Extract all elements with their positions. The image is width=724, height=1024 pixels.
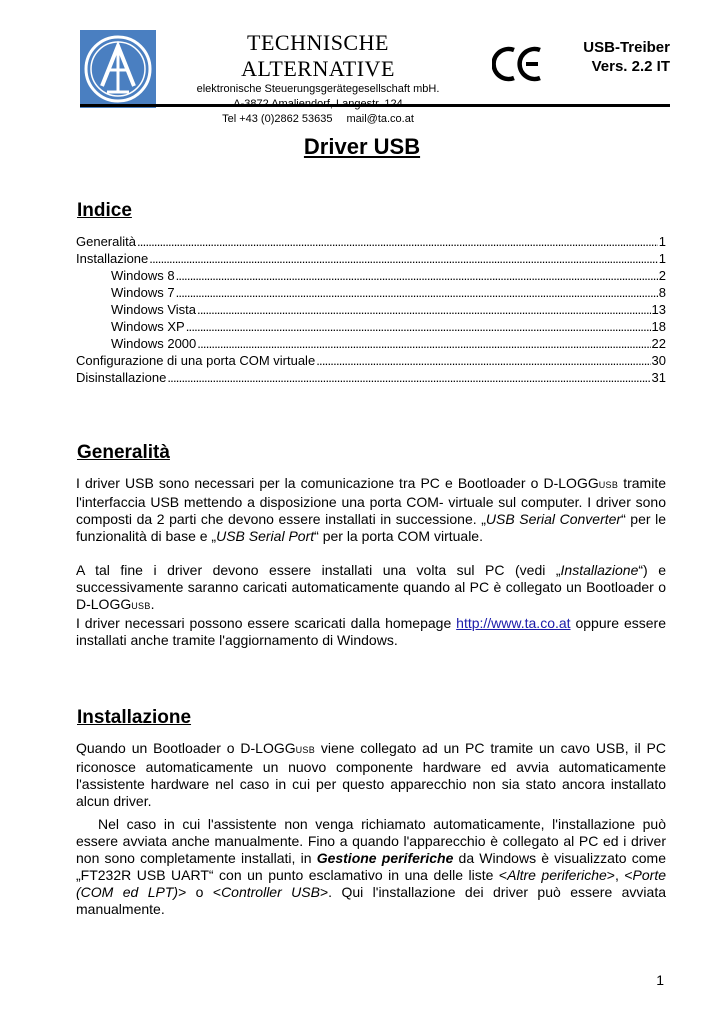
term-installazione: Installazione [560,562,639,578]
page-number: 1 [656,972,664,988]
company-subtitle: elektronische Steuerungsgerätegesellschaft mbH. [196,83,440,95]
text: A tal fine i driver devono essere installati una volta sul PC (vedi „ [76,562,561,578]
text: Quando un Bootloader o D-LOGG [76,740,296,756]
toc-entry-page: 13 [651,302,666,317]
toc-dot-leader [176,284,658,301]
term-porte-com-lpt: Porte (COM ed LPT) [76,867,667,900]
usb-suffix: USB [131,601,151,611]
toc-entry-label: Windows Vista [111,302,197,317]
page-header [80,30,670,125]
usb-suffix: USB [598,480,619,490]
toc-entry[interactable] [76,335,666,352]
installazione-section [76,740,666,918]
toc-entry[interactable] [76,284,666,301]
text: >. Qui l'installazione dei driver può essere avviata manualmente. [76,884,667,917]
toc-dot-leader [167,369,650,386]
generalita-heading: Generalità [77,442,170,463]
installazione-paragraph-2 [76,816,666,918]
text: viene collegato ad un PC tramite un cavo USB, il PC riconosce automaticamente un nuovo componente hardware ed avvia automaticamente l'assistente hardware nel caso in cui per questo apparecchio non sia stato ancora installato alcun driver. [76,740,667,809]
document-version: Vers. 2.2 IT [591,58,670,75]
toc-entry-label: Windows 7 [111,285,175,300]
toc-entry-label: Configurazione di una porta COM virtuale [76,353,316,368]
toc-dot-leader [149,250,657,267]
company-logo [80,30,156,108]
document-id [583,38,670,76]
toc-entry[interactable] [76,301,666,318]
toc-entry-page: 31 [651,370,666,385]
text: “ per le funzionalità di base e „ [76,511,667,544]
text: I driver USB sono necessari per la comunicazione tra PC e Bootloader o D-LOGG [76,475,599,491]
text: “) e successivamente saranno caricati automaticamente quando al PC è collegato un Bootloader o D-LOGG [76,562,666,612]
text: > o < [178,884,222,900]
toc-dot-leader [186,318,651,335]
text: tramite l'interfaccia USB mettendo a disposizione una porta COM- virtuale sul computer. I driver sono composti da 2 parti che devono essere installati in successione. „ [76,475,666,527]
page-title: Driver USB [303,134,421,159]
installazione-heading: Installazione [77,707,192,728]
document-name: USB-Treiber [583,39,670,56]
company-contact [168,112,468,127]
text: “ per la porta COM virtuale. [314,528,483,544]
toc-entry[interactable] [76,267,666,284]
company-phone: Tel +43 (0)2862 53635 [222,113,333,125]
generalita-paragraph-3 [76,615,666,649]
toc-entry[interactable] [76,250,666,267]
company-email: mail@ta.co.at [346,113,414,125]
header-divider [80,104,670,107]
toc-entry[interactable] [76,233,666,250]
usb-suffix: USB [295,745,316,755]
toc-dot-leader [197,301,651,318]
text: oppure essere installati anche tramite l'aggiornamento di Windows. [76,615,666,648]
term-altre-periferiche: Altre periferiche [507,867,607,883]
toc-entry-label: Windows 8 [111,268,175,283]
toc-entry-label: Windows 2000 [111,336,197,351]
toc-entry-label: Generalità [76,234,136,249]
toc-dot-leader [176,267,658,284]
toc-dot-leader [316,352,650,369]
homepage-link[interactable]: http://www.ta.co.at [456,615,571,631]
term-usb-serial-converter: USB Serial Converter [485,511,622,527]
generalita-paragraph-1 [76,475,666,545]
term-usb-serial-port: USB Serial Port [216,528,315,544]
text: Nel caso in cui l'assistente non venga richiamato automaticamente, l'installazione può essere avviata anche manualmente. Fino a quando l'apparecchio è collegato al PC ed i driver non sono completamente installati, in [76,816,666,866]
company-name: TECHNISCHE ALTERNATIVE [241,30,395,81]
term-gestione-periferiche: Gestione periferiche [316,850,454,866]
toc-entry-label: Windows XP [111,319,185,334]
toc-entry-page: 8 [658,285,666,300]
generalita-paragraph-2 [76,562,666,615]
toc-entry-page: 2 [658,268,666,283]
toc-entry-page: 1 [658,251,666,266]
company-block [168,30,468,127]
toc-entry-label: Disinstallazione [76,370,167,385]
toc-heading: Indice [77,200,132,221]
toc-entry-page: 30 [651,353,666,368]
text: >, < [606,867,633,883]
generalita-section [76,475,666,649]
term-controller-usb: Controller USB [221,884,320,900]
toc-entry-page: 22 [651,336,666,351]
toc-entry-label: Installazione [76,251,149,266]
text: . [150,596,155,612]
ce-mark-icon [492,44,544,84]
text: da Windows è visualizzato come „FT232R USB UART“ con un punto esclamativo in una delle liste < [76,850,666,883]
toc-entry-page: 1 [658,234,666,249]
toc-dot-leader [137,233,658,250]
toc-entry[interactable] [76,369,666,386]
toc-entry-page: 18 [651,319,666,334]
toc-dot-leader [197,335,650,352]
table-of-contents [76,233,666,386]
text: I driver necessari possono essere scaricati dalla homepage [76,615,457,631]
toc-entry[interactable] [76,352,666,369]
toc-entry[interactable] [76,318,666,335]
installazione-paragraph-1 [76,740,666,810]
